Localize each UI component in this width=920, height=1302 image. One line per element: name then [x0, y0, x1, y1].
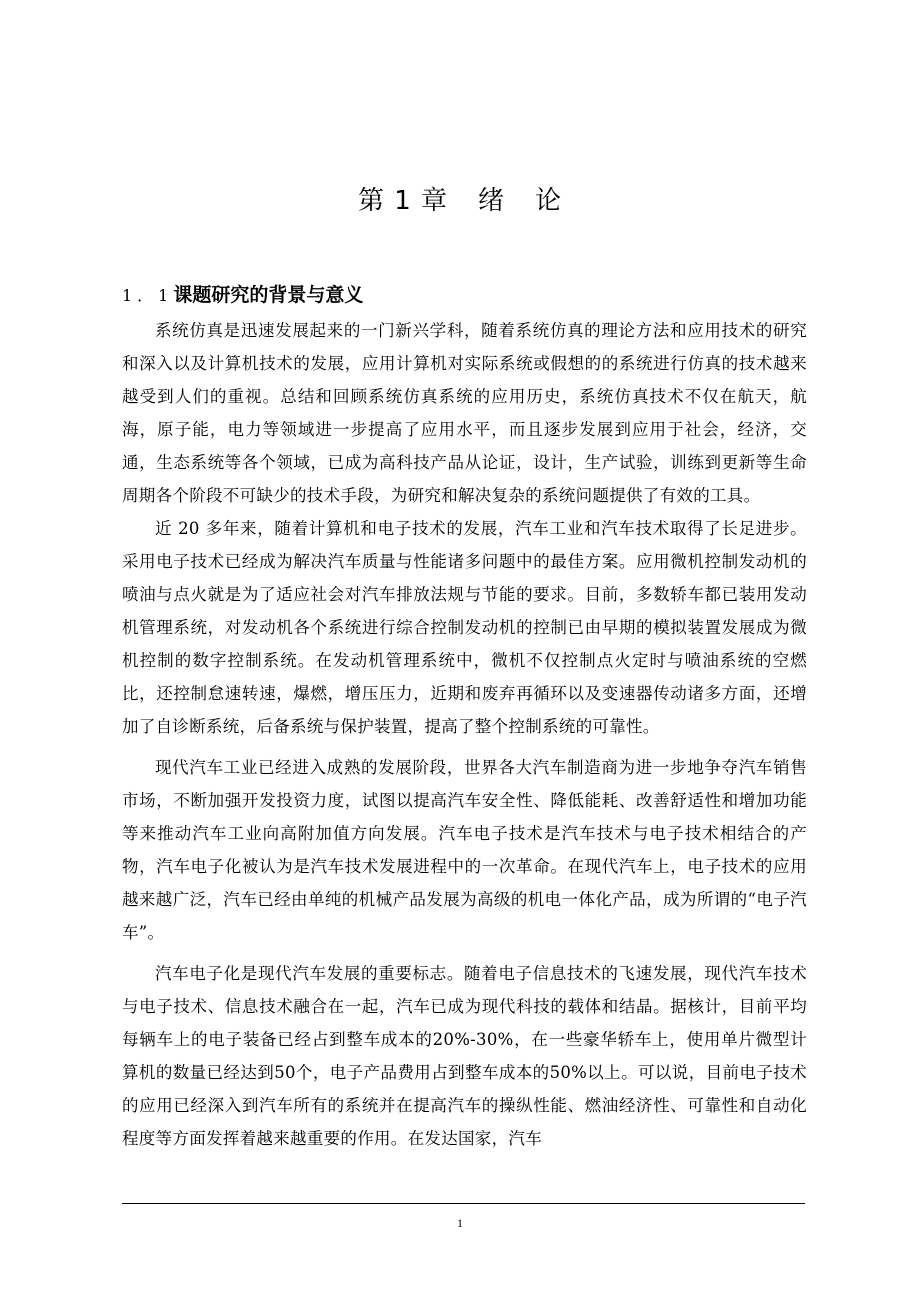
- chapter-title-word-2: 论: [535, 186, 563, 216]
- page-number: 1: [457, 1216, 463, 1230]
- paragraph: 现代汽车工业已经进入成熟的发展阶段，世界各大汽车制造商为进一步地争夺汽车销售市场，不断加强开发投资力度，试图以提高汽车安全性、降低能耗、改善舒适性和增加功能等来推动汽车工业向高附加值方向发展。汽车电子技术是汽车技术与电子技术相结合的产物，汽车电子化被认为是汽车技术发展进程中的一次革命。在现代汽车上，电子技术的应用越来越广泛，汽车已经由单纯的机械产品发展为高级的机电一体化产品，成为所谓的“电子汽车”。: [122, 758, 807, 942]
- chapter-number: 第 1 章: [357, 186, 449, 216]
- paragraph: 汽车电子化是现代汽车发展的重要标志。随着电子信息技术的飞速发展，现代汽车技术与电子技术、信息技术融合在一起，汽车已成为现代科技的载体和结晶。据核计，目前平均每辆车上的电子装备已经占到整车成本的20%-30%，在一些豪华轿车上，使用单片微型计算机的数量已经达到50个，电子产品费用占到整车成本的50%以上。可以说，目前电子技术的应用已经深入到汽车所有的系统并在提高汽车的操纵性能、燃油经济性、可靠性和自动化程度等方面发挥着越来越重要的作用。在发达国家，汽车: [122, 964, 807, 1148]
- body-text: [122, 314, 807, 1163]
- chapter-title-word-1: 绪: [478, 186, 506, 216]
- paragraph: 系统仿真是迅速发展起来的一门新兴学科，随着系统仿真的理论方法和应用技术的研究和深入以及计算机技术的发展，应用计算机对实际系统或假想的的系统进行仿真的技术越来越受到人们的重视。总结和回顾系统仿真系统的应用历史，系统仿真技术不仅在航天，航海，原子能，电力等领域进一步提高了应用水平，而且逐步发展到应用于社会，经济，交通，生态系统等各个领域，已成为高科技产品从论证，设计，生产试验，训练到更新等生命周期各个阶段不可缺少的技术手段，为研究和解决复杂的系统问题提供了有效的工具。: [122, 321, 807, 505]
- chapter-title: [0, 180, 920, 217]
- footer-divider: [122, 1203, 805, 1204]
- section-heading: [122, 282, 363, 309]
- paragraph: 近 20 多年来，随着计算机和电子技术的发展，汽车工业和汽车技术取得了长足进步。采用电子技术已经成为解决汽车质量与性能诸多问题中的最佳方案。应用微机控制发动机的喷油与点火就是为了适应社会对汽车排放法规与节能的要求。目前，多数轿车都已装用发动机管理系统，对发动机各个系统进行综合控制发动机的控制已由早期的模拟装置发展成为微机控制的数字控制系统。在发动机管理系统中，微机不仅控制点火定时与喷油系统的空燃比，还控制怠速转速，爆燃，增压压力，近期和废弃再循环以及变速器传动诸多方面，还增加了自诊断系统，后备系统与保护装置，提高了整个控制系统的可靠性。: [122, 519, 807, 736]
- section-title: 课题研究的背景与意义: [173, 284, 364, 306]
- section-number: 1．1: [122, 286, 174, 305]
